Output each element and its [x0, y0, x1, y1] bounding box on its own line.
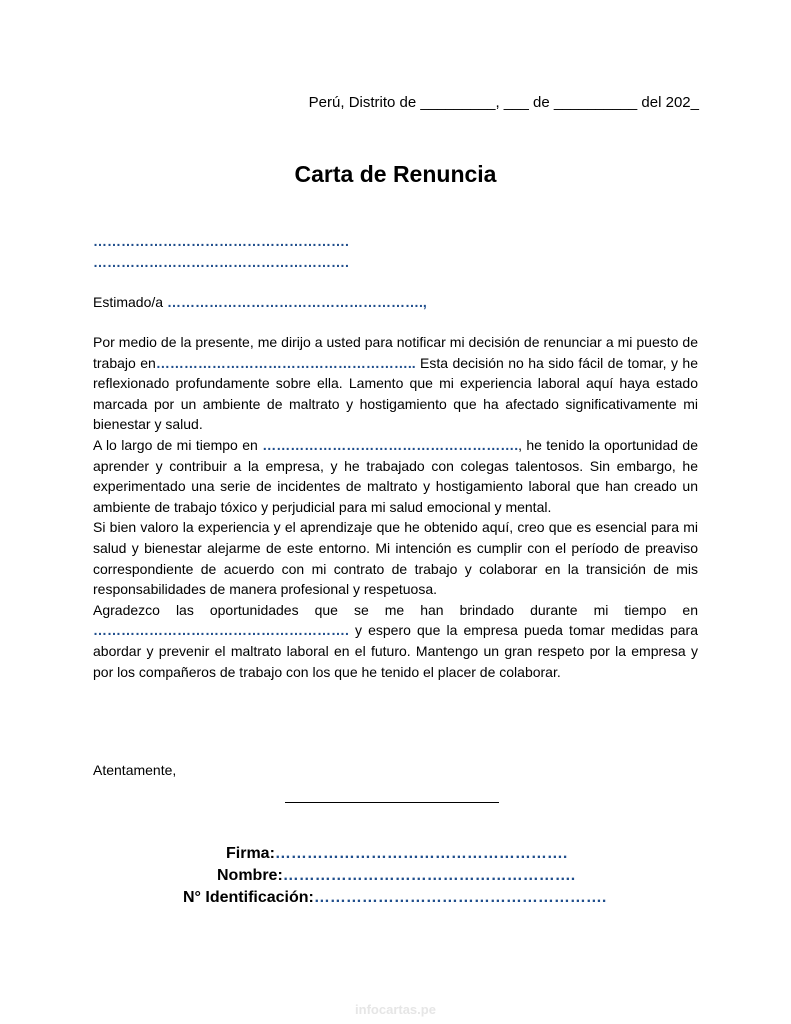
letter-body	[93, 332, 698, 682]
paragraph-2	[93, 435, 698, 517]
recipient-line-2: ……………………………………………….	[93, 254, 349, 270]
paragraph-4-start: Agradezco las oportunidades que se me han brindado durante mi tiempo en	[93, 601, 698, 618]
recipient-block	[93, 231, 349, 273]
watermark: infocartas.pe	[355, 1002, 436, 1017]
firma-row	[226, 843, 567, 865]
paragraph-1-start: Por medio de la presente, me dirijo a usted para notificar mi decisión de renunciar a mi puesto de trabajo en	[93, 334, 698, 371]
closing: Atentamente,	[93, 762, 177, 778]
signature-line	[285, 802, 499, 803]
greeting-dots: ……………………………………………….,	[166, 294, 427, 310]
paragraph-2-end: , he tenido la oportunidad de aprender y contribuir a la empresa, y he trabajado con colegas talentosos. Sin embargo, he experimentado una serie de incidentes de maltrato y hostigamiento laboral que han creado un ambiente de trabajo tóxico y perjudicial para mi salud emocional y mental.	[93, 436, 698, 515]
nombre-label: Nombre:	[217, 867, 283, 884]
paragraph-1	[93, 332, 698, 435]
paragraph-2-dots: ……………………………………………….	[262, 436, 519, 453]
greeting	[93, 292, 427, 313]
paragraph-1-dots: ………………………………………………..	[155, 354, 416, 371]
paragraph-1-end: Esta decisión no ha sido fácil de tomar, y he reflexionado profundamente sobre ella. Lamento que mi experiencia laboral aquí haya estado marcada por un ambiente de maltrato y hostigamiento que ha afectado significativamente mi bienestar y salud.	[93, 354, 698, 433]
greeting-label: Estimado/a	[93, 294, 167, 310]
id-label: N° Identificación:	[183, 889, 314, 906]
paragraph-4	[93, 600, 698, 682]
firma-dots: ……………………………………………….	[274, 845, 568, 862]
id-dots: ……………………………………………….	[313, 889, 607, 906]
id-row	[183, 887, 606, 909]
firma-label: Firma:	[226, 845, 275, 862]
nombre-row	[217, 865, 575, 887]
page-title: Carta de Renuncia	[294, 161, 497, 187]
paragraph-4-dots: ……………………………………………….	[93, 622, 349, 639]
paragraph-3: Si bien valoro la experiencia y el aprendizaje que he obtenido aquí, creo que es esencial para mi salud y bienestar alejarme de este entorno. Mi intención es cumplir con el período de preaviso correspondiente de acuerdo con mi contrato de trabajo y colaborar en la transición de mis responsabilidades de manera profesional y respetuosa.	[93, 519, 698, 598]
paragraph-4-end: y espero que la empresa pueda tomar medidas para abordar y prevenir el maltrato laboral en el futuro. Mantengo un gran respeto por la empresa y por los compañeros de trabajo con los que he tenido el placer de colaborar.	[93, 622, 698, 680]
recipient-line-1: ……………………………………………….	[93, 233, 349, 249]
nombre-dots: ……………………………………………….	[282, 867, 576, 884]
paragraph-2-start: A lo largo de mi tiempo en	[93, 436, 263, 453]
date-line: Perú, Distrito de _________, ___ de __________ del 202_	[308, 94, 699, 111]
